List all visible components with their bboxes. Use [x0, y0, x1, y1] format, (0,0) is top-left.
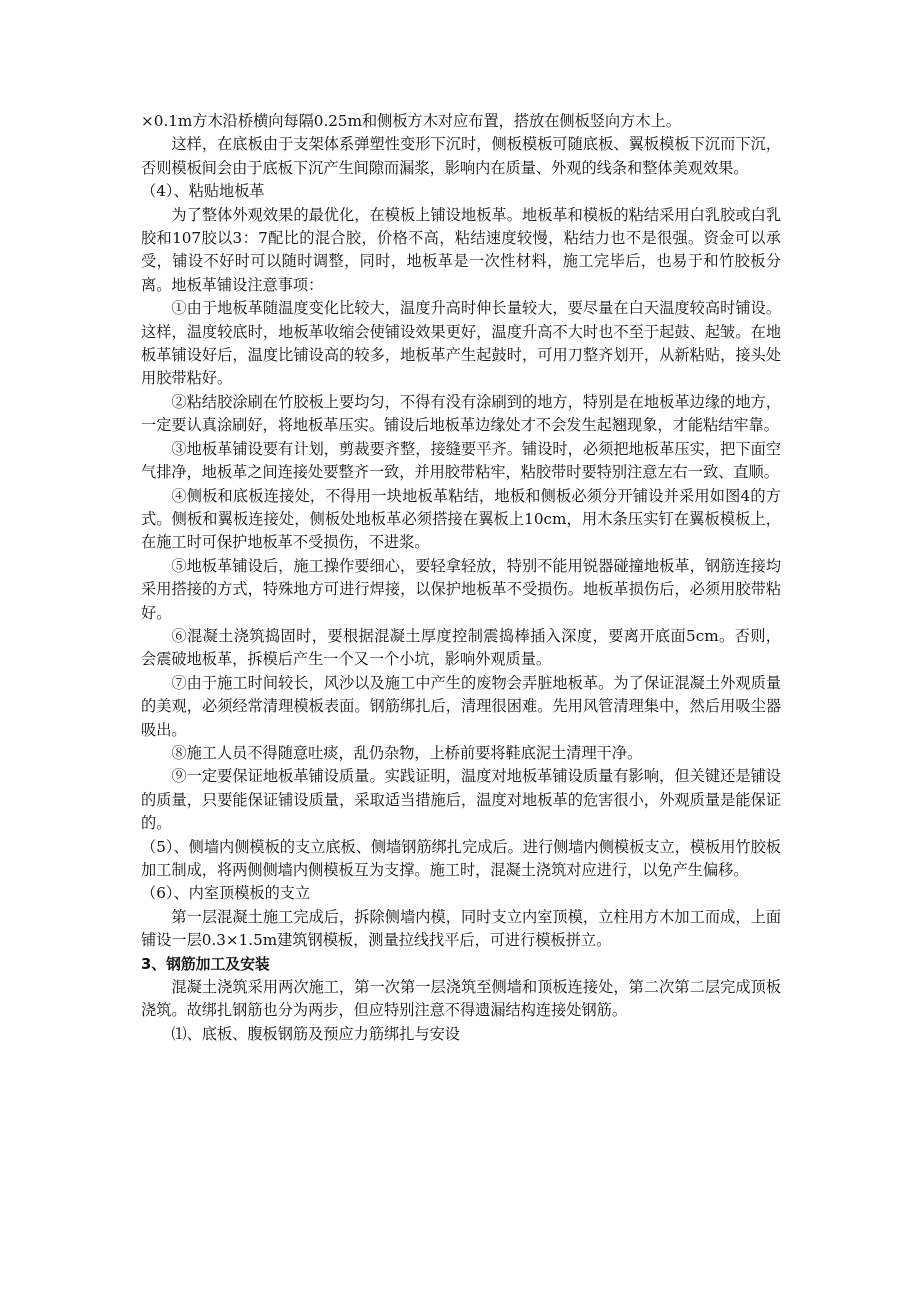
- paragraph-note-6: ⑥混凝土浇筑捣固时，要根据混凝土厚度控制震捣棒插入深度，要离开底面5cm。否则，会震破地板革，拆模后产生一个又一个小坑，影响外观质量。: [141, 626, 781, 669]
- paragraph-note-8: ⑧施工人员不得随意吐痰，乱仍杂物，上桥前要将鞋底泥土清理干净。: [171, 743, 643, 762]
- heading-6-inner-roof-formwork: （6）、内室顶模板的支立: [141, 884, 311, 903]
- paragraph-settlement: 这样，在底板由于支架体系弹塑性变形下沉时，侧板模板可随底板、翼板模板下沉而下沉，否则模板间会由于底板下沉产生间隙而漏浆，影响内在质量、外观的线条和整体美观效果。: [141, 135, 781, 177]
- paragraph-note-9: ⑨一定要保证地板革铺设质量。实践证明，温度对地板革铺设质量有影响，但关键还是铺设的质量，只要能保证铺设质量，采取适当措施后，温度对地板革的危害很小，外观质量是能保证的。: [141, 767, 781, 833]
- paragraph-note-7: ⑦由于施工时间较长，风沙以及施工中产生的废物会弄脏地板革。为了保证混凝土外观质量的美观，必须经常清理模板表面。钢筋绑扎后，清理很困难。先用风管清理集中，然后用吸尘器吸出。: [141, 673, 781, 739]
- paragraph-note-1: ①由于地板革随温度变化比较大，温度升高时伸长量较大，要尽量在白天温度较高时铺设。这样，温度较底时，地板革收缩会使铺设效果更好，温度升高不大时也不至于起鼓、起皱。在地板革铺设好后，温度比铺设高的较多，地板革产生起鼓时，可用刀整齐划开，从新粘贴，接头处用胶带粘好。: [141, 299, 781, 388]
- paragraph-note-5: ⑤地板革铺设后，施工操作要细心，要轻拿轻放，特别不能用锐器碰撞地板革，钢筋连接均采用搭接的方式，特殊地方可进行焊接，以保护地板革不受损伤。地板革损伤后，必须用胶带粘好。: [141, 556, 781, 622]
- section-title-rebar: 3、钢筋加工及安装: [141, 955, 270, 973]
- paragraph-note-2: ②粘结胶涂刷在竹胶板上要均匀，不得有没有涂刷到的地方，特别是在地板革边缘的地方，一定要认真涂刷好，将地板革压实。铺设后地板革边缘处才不会发生起翘现象，才能粘结牢靠。: [141, 392, 781, 435]
- paragraph-note-3: ③地板革铺设要有计划，剪裁要齐整，接缝要平齐。铺设时，必须把地板革压实，把下面空气排净，地板革之间连接处要整齐一致，并用胶带粘牢，粘胶带时要特别注意左右一致、直顺。: [141, 439, 781, 482]
- paragraph-inner-roof: 第一层混凝土施工完成后，拆除侧墙内模，同时支立内室顶模，立柱用方木加工而成，上面铺设一层0.3×1.5m建筑钢模板，测量拉线找平后，可进行模板拼立。: [141, 907, 781, 950]
- paragraph-note-4: ④侧板和底板连接处，不得用一块地板革粘结，地板和侧板必须分开铺设并采用如图4的方式。侧板和翼板连接处，侧板处地板革必须搭接在翼板上10cm，用木条压实钉在翼板模板上，在施工时可保护地板革不受损伤，不进浆。: [141, 486, 781, 552]
- paragraph-heading-5-side-wall: （5）、侧墙内侧模板的支立底板、侧墙钢筋绑扎完成后。进行侧墙内侧模板支立，模板用竹胶板加工制成，将两侧侧墙内侧模板互为支撑。施工时，混凝土浇筑对应进行，以免产生偏移。: [141, 837, 781, 879]
- heading-1-bottom-web-rebar: ⑴、底板、腹板钢筋及预应力筋绑扎与安设: [171, 1024, 460, 1043]
- document-page: [141, 110, 781, 1046]
- paragraph-leather-intro: 为了整体外观效果的最优化，在模板上铺设地板革。地板革和模板的粘结采用白乳胶或白乳胶和107胶以3：7配比的混合胶，价格不高，粘结速度较慢，粘结力也不是很强。资金可以承受，铺设不好时可以随时调整，同时，地板革是一次性材料，施工完毕后，也易于和竹胶板分离。地板革铺设注意事项：: [141, 205, 781, 294]
- paragraph-rebar-intro: 混凝土浇筑采用两次施工，第一次第一层浇筑至侧墙和顶板连接处，第二次第二层完成顶板浇筑。故绑扎钢筋也分为两步，但应特别注意不得遗漏结构连接处钢筋。: [141, 978, 781, 1020]
- paragraph-continuation: ×0.1m方木沿桥横向每隔0.25m和侧板方木对应布置，搭放在侧板竖向方木上。: [141, 112, 681, 130]
- heading-4-floor-leather: （4）、粘贴地板革: [141, 182, 265, 201]
